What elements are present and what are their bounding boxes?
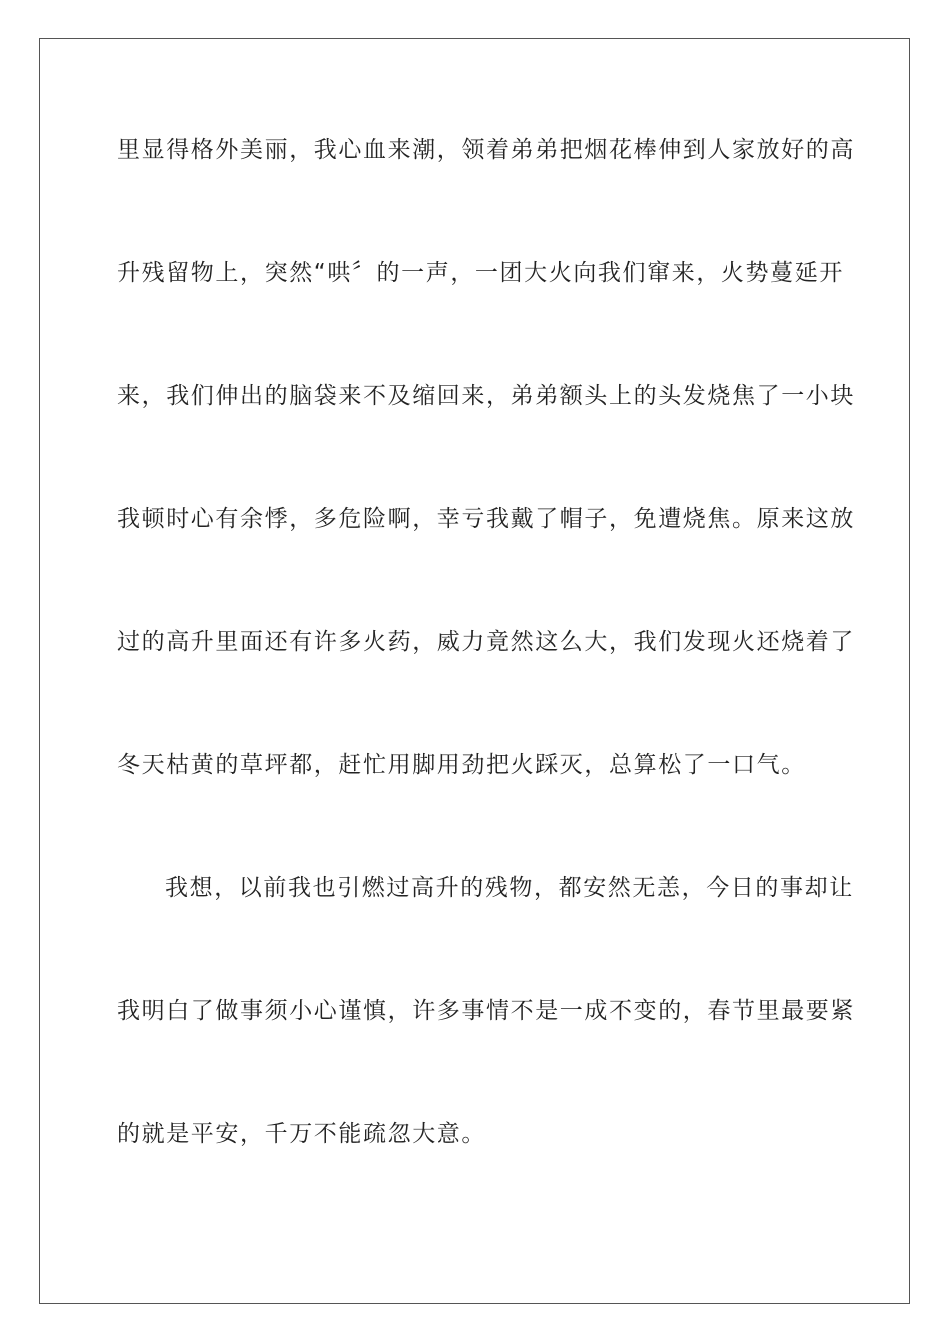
paragraph-line: 冬天枯黄的草坪都，赶忙用脚用劲把火踩灭，总算松了一口气。 bbox=[117, 752, 806, 778]
paragraph-line: 升残留物上，突然“哄〞的一声，一团大火向我们窜来，火势蔓延开 bbox=[117, 260, 844, 286]
paragraph-line: 的就是平安，千万不能疏忽大意。 bbox=[117, 1121, 486, 1147]
paragraph-line: 我明白了做事须小心谨慎，许多事情不是一成不变的，春节里最要紧 bbox=[117, 998, 855, 1024]
paragraph-line: 来，我们伸出的脑袋来不及缩回来，弟弟额头上的头发烧焦了一小块 bbox=[117, 383, 855, 409]
paragraph-line: 里显得格外美丽，我心血来潮，领着弟弟把烟花棒伸到人家放好的高 bbox=[117, 137, 855, 163]
page-border bbox=[39, 38, 910, 1304]
paragraph-line: 我想，以前我也引燃过高升的残物，都安然无恙，今日的事却让 bbox=[165, 875, 854, 901]
paragraph-line: 我顿时心有余悸，多危险啊，幸亏我戴了帽子，免遭烧焦。原来这放 bbox=[117, 506, 855, 532]
paragraph-line: 过的高升里面还有许多火药，威力竟然这么大，我们发现火还烧着了 bbox=[117, 629, 855, 655]
